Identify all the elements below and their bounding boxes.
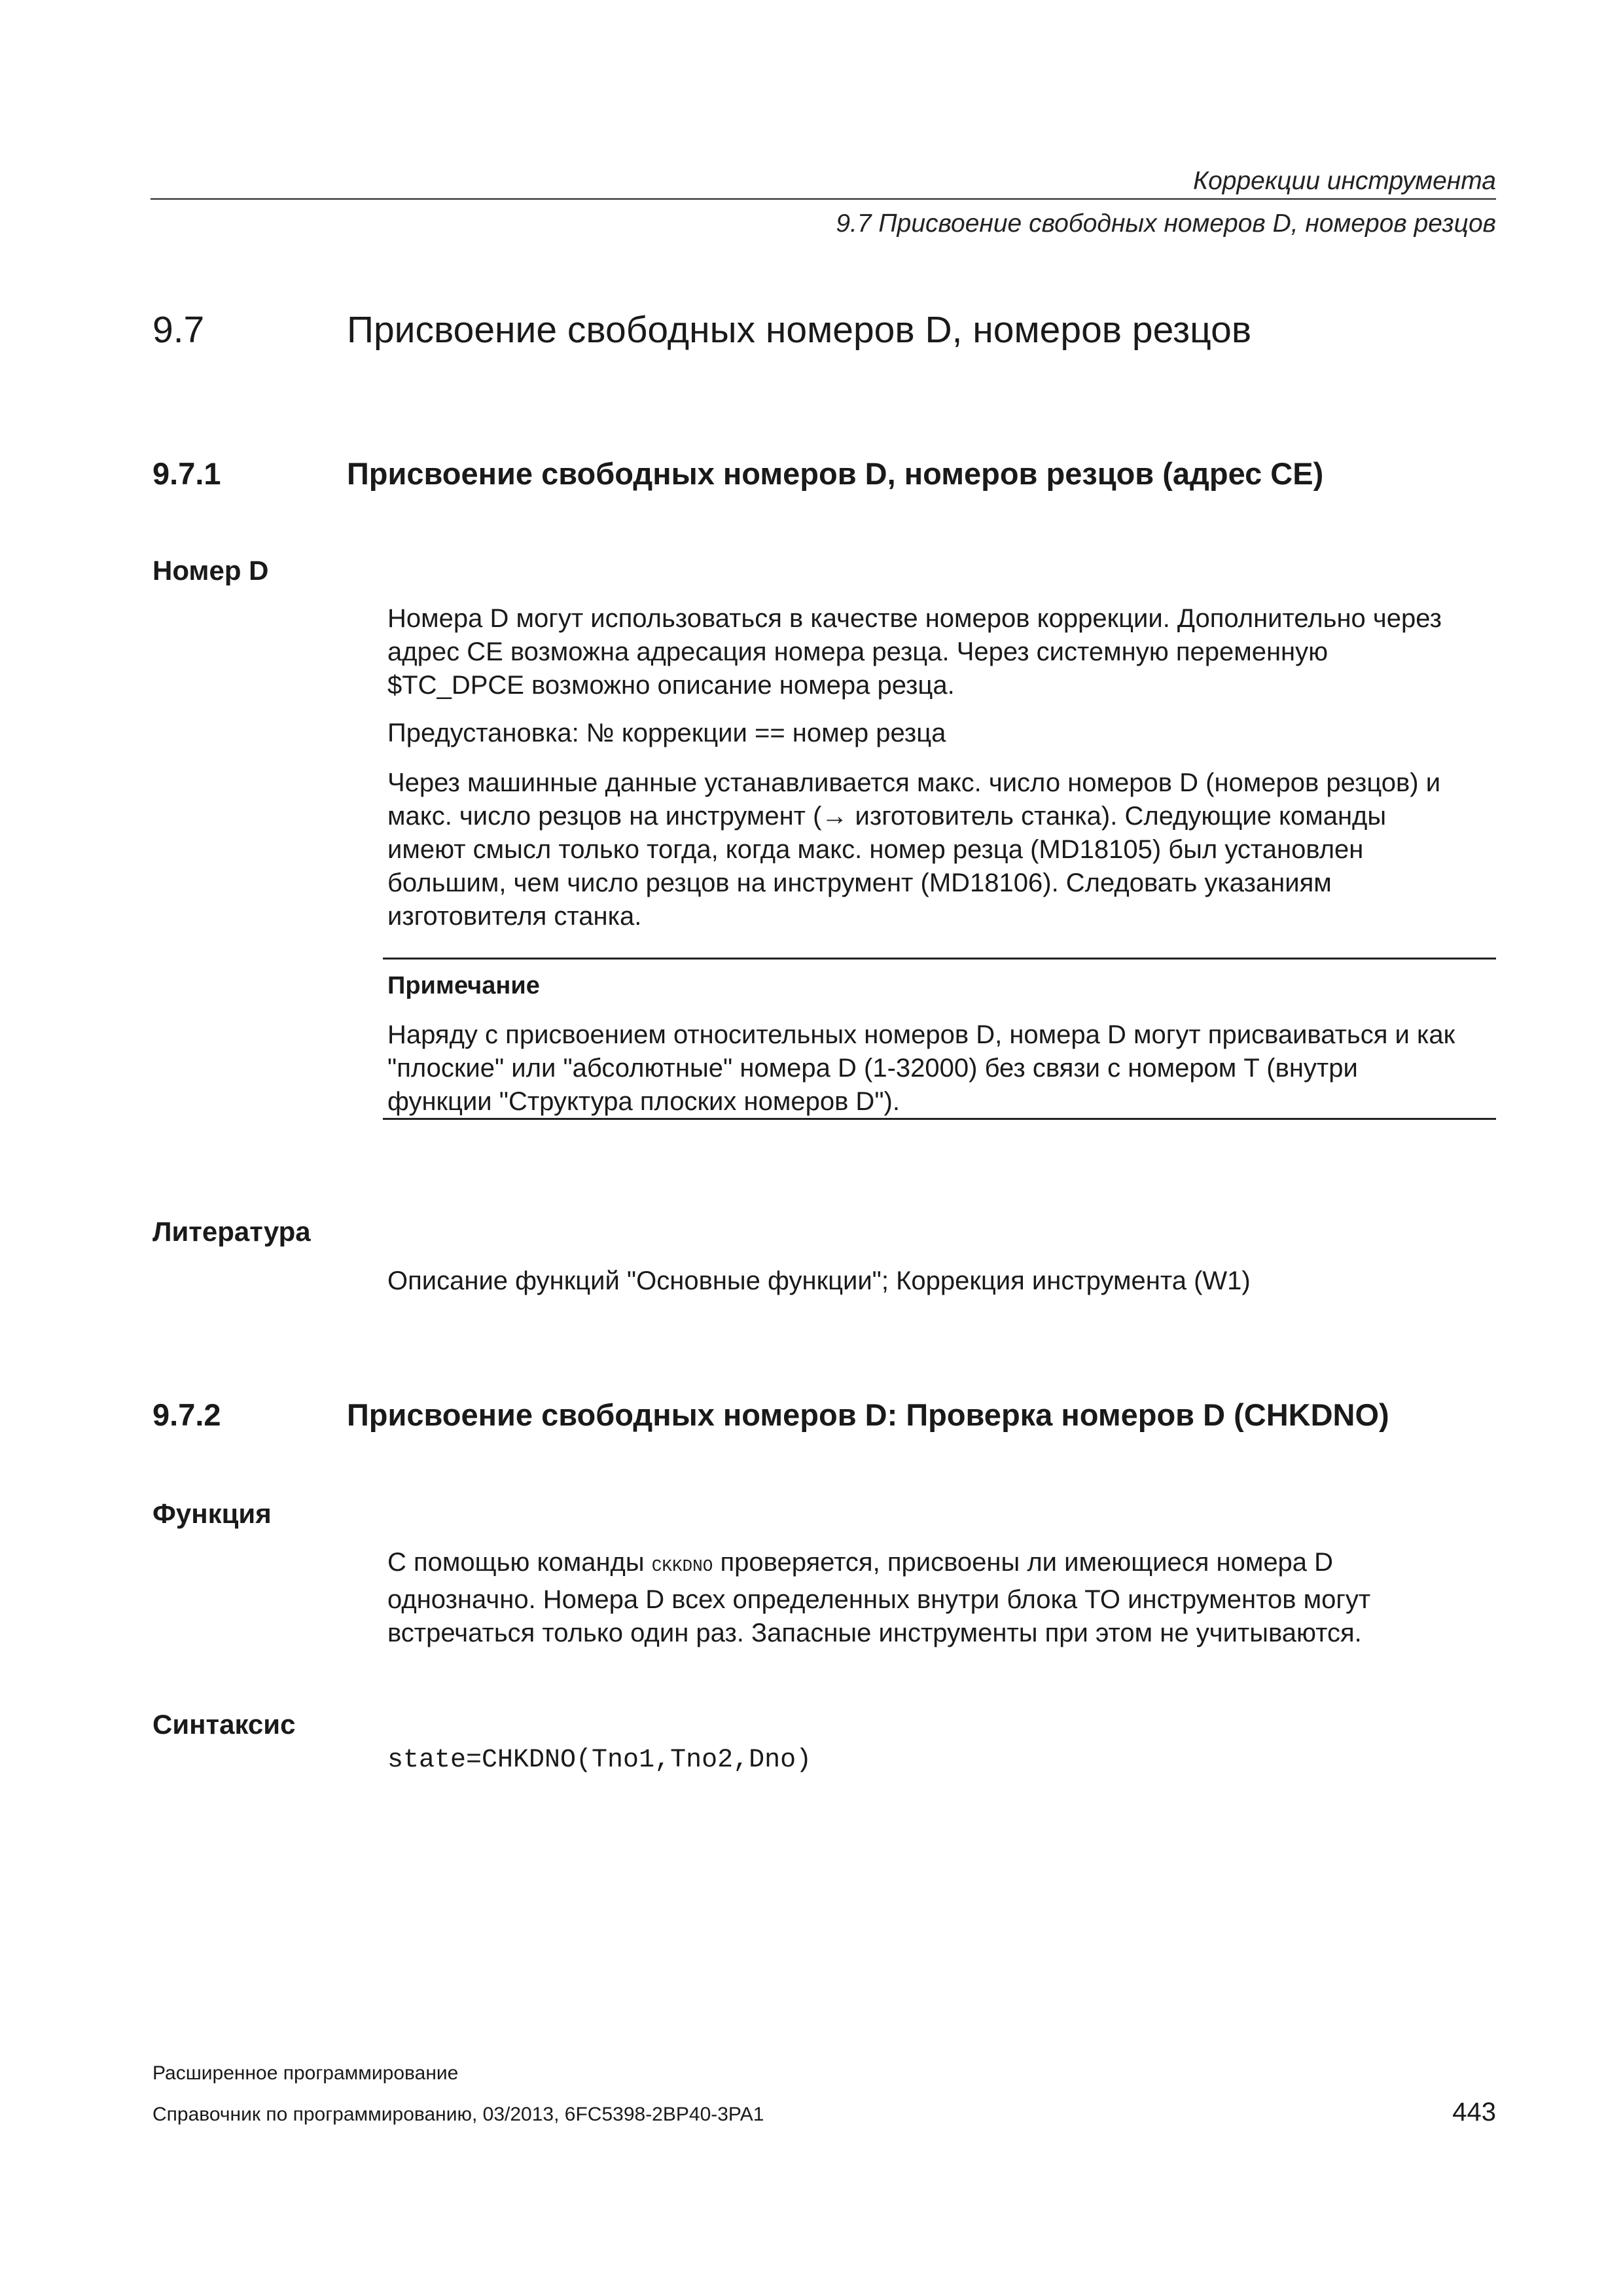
text-line: адрес CE возможна адресация номера резца. Через системную переменную — [387, 637, 1329, 666]
literature-text: Описание функций "Основные функции"; Коррекция инструмента (W1) — [387, 1266, 1251, 1295]
footer-book-title: Расширенное программирование — [152, 2062, 459, 2084]
note-bottom-rule — [383, 1118, 1496, 1120]
heading-d-number: Номер D — [152, 555, 269, 586]
heading-literature: Литература — [152, 1216, 311, 1247]
subsection-2-number: 9.7.2 — [152, 1397, 221, 1432]
page-number: 443 — [1452, 2098, 1496, 2126]
subsection-2-title: Присвоение свободных номеров D: Проверка номеров D (CHKDNO) — [347, 1397, 1389, 1432]
subsection-1-number: 9.7.1 — [152, 456, 221, 491]
section-title: Присвоение свободных номеров D, номеров резцов — [347, 309, 1252, 351]
text-line: Наряду с присвоением относительных номеров D, номера D могут присваиваться и как — [387, 1020, 1455, 1049]
function-text — [387, 1546, 1507, 1650]
d-number-paragraph-3 — [387, 766, 1507, 933]
header-rule — [151, 198, 1496, 200]
text-line: макс. число резцов на инструмент (→ изготовитель станка). Следующие команды — [387, 802, 1387, 831]
text-line: имеют смысл только тогда, когда макс. номер резца (MD18105) был установлен — [387, 835, 1364, 864]
text-line: встречаться только один раз. Запасные инструменты при этом не учитываются. — [387, 1619, 1362, 1647]
subsection-1-title: Присвоение свободных номеров D, номеров резцов (адрес CE) — [347, 456, 1324, 491]
note-text — [387, 1018, 1507, 1119]
footer-reference: Справочник по программированию, 03/2013, 6FC5398-2BP40-3PA1 — [152, 2104, 764, 2125]
heading-syntax: Синтаксис — [152, 1709, 296, 1740]
text-line: Через машинные данные устанавливается макс. число номеров D (номеров резцов) и — [387, 768, 1441, 797]
syntax-code: state=CHKDNO(Tno1,Tno2,Dno) — [387, 1746, 812, 1775]
text-fragment: С помощью команды — [387, 1548, 652, 1577]
inline-code-ckkdno: CKKDNO — [651, 1556, 713, 1576]
text-fragment: проверяется, присвоены ли имеющиеся номера D — [713, 1548, 1334, 1577]
text-line: однозначно. Номера D всех определенных внутри блока TO инструментов могут — [387, 1585, 1371, 1614]
text-line — [387, 1546, 1507, 1583]
section-number: 9.7 — [152, 309, 205, 351]
text-line: функции "Структура плоских номеров D"). — [387, 1087, 900, 1116]
d-number-paragraph-2 — [387, 717, 1507, 750]
heading-function: Функция — [152, 1498, 272, 1529]
text-line: Номера D могут использоваться в качестве номеров коррекции. Дополнительно через — [387, 604, 1442, 633]
text-line: изготовителя станка. — [387, 902, 642, 931]
note-top-rule — [383, 958, 1496, 960]
running-header-section: 9.7 Присвоение свободных номеров D, номеров резцов — [836, 209, 1496, 238]
text-line: Предустановка: № коррекции == номер резца — [387, 719, 946, 747]
text-line: большим, чем число резцов на инструмент (MD18106). Следовать указаниям — [387, 869, 1332, 897]
text-line: $TC_DPCE возможно описание номера резца. — [387, 671, 955, 700]
running-header-chapter: Коррекции инструмента — [1193, 167, 1496, 195]
note-title: Примечание — [387, 972, 540, 999]
d-number-paragraph-1 — [387, 602, 1507, 702]
text-line: "плоские" или "абсолютные" номера D (1-32000) без связи с номером T (внутри — [387, 1054, 1358, 1083]
